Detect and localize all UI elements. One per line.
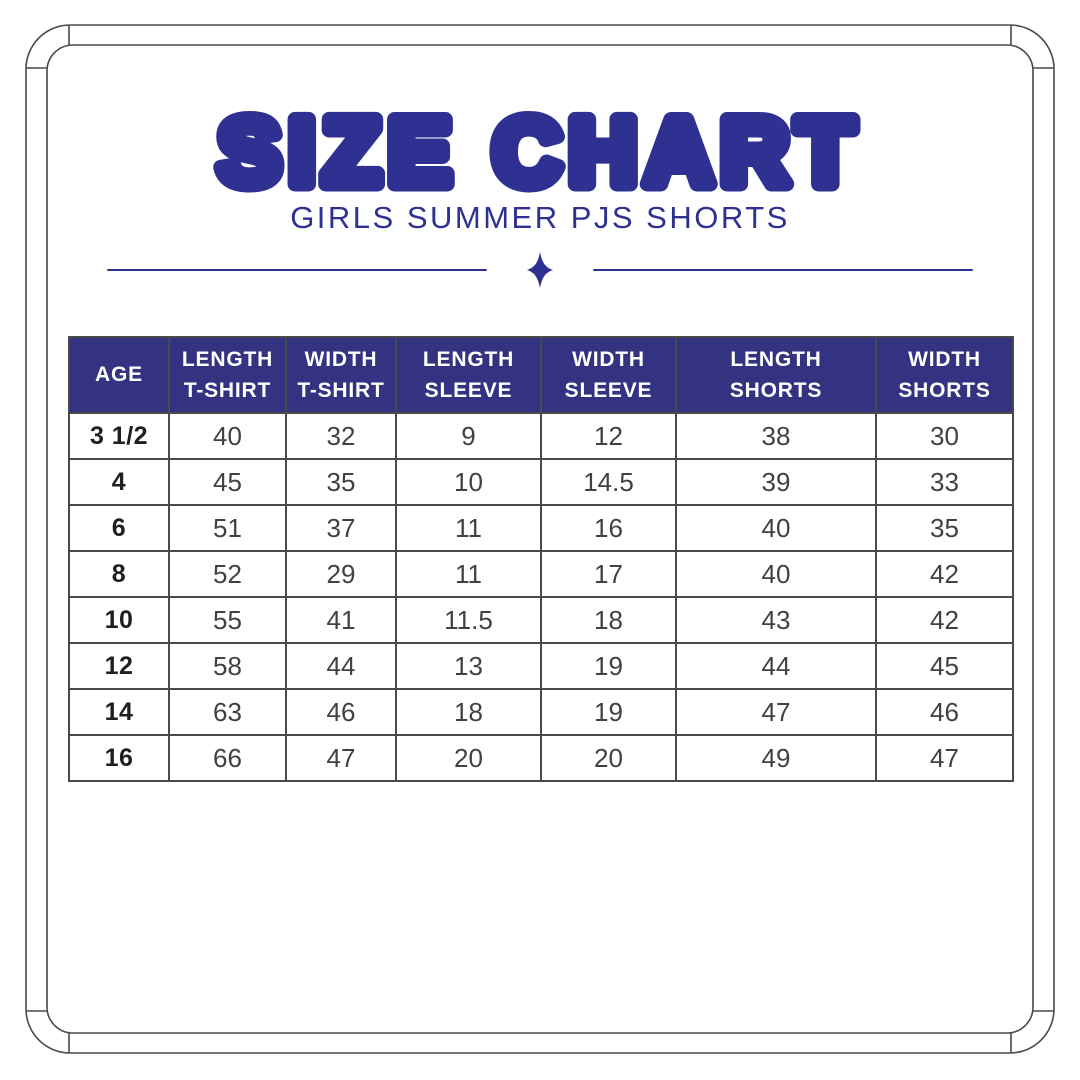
measurement-cell: 42 xyxy=(876,551,1013,597)
column-header: LENGTH T-SHIRT xyxy=(169,337,286,413)
measurement-cell: 38 xyxy=(676,413,876,459)
table-row xyxy=(69,689,1013,735)
measurement-cell: 13 xyxy=(396,643,541,689)
measurement-cell: 11 xyxy=(396,505,541,551)
measurement-cell: 55 xyxy=(169,597,286,643)
measurement-cell: 19 xyxy=(541,689,676,735)
measurement-cell: 16 xyxy=(541,505,676,551)
size-table xyxy=(68,336,1014,782)
measurement-cell: 63 xyxy=(169,689,286,735)
measurement-cell: 43 xyxy=(676,597,876,643)
page-subtitle: GIRLS SUMMER PJS SHORTS xyxy=(290,200,790,235)
column-header: WIDTH SLEEVE xyxy=(541,337,676,413)
measurement-cell: 44 xyxy=(286,643,396,689)
measurement-cell: 47 xyxy=(286,735,396,781)
age-cell: 14 xyxy=(69,689,169,735)
measurement-cell: 14.5 xyxy=(541,459,676,505)
measurement-cell: 11 xyxy=(396,551,541,597)
measurement-cell: 39 xyxy=(676,459,876,505)
table-row xyxy=(69,413,1013,459)
table-row xyxy=(69,459,1013,505)
age-cell: 4 xyxy=(69,459,169,505)
measurement-cell: 47 xyxy=(676,689,876,735)
measurement-cell: 42 xyxy=(876,597,1013,643)
column-header: LENGTH SLEEVE xyxy=(396,337,541,413)
measurement-cell: 19 xyxy=(541,643,676,689)
measurement-cell: 37 xyxy=(286,505,396,551)
measurement-cell: 40 xyxy=(676,551,876,597)
table-row xyxy=(69,551,1013,597)
measurement-cell: 46 xyxy=(876,689,1013,735)
measurement-cell: 51 xyxy=(169,505,286,551)
measurement-cell: 45 xyxy=(169,459,286,505)
measurement-cell: 18 xyxy=(396,689,541,735)
age-cell: 3 1/2 xyxy=(69,413,169,459)
measurement-cell: 20 xyxy=(396,735,541,781)
measurement-cell: 46 xyxy=(286,689,396,735)
measurement-cell: 41 xyxy=(286,597,396,643)
table-row xyxy=(69,597,1013,643)
column-header: AGE xyxy=(69,337,169,413)
measurement-cell: 49 xyxy=(676,735,876,781)
column-header: WIDTH SHORTS xyxy=(876,337,1013,413)
measurement-cell: 52 xyxy=(169,551,286,597)
age-cell: 12 xyxy=(69,643,169,689)
measurement-cell: 9 xyxy=(396,413,541,459)
measurement-cell: 17 xyxy=(541,551,676,597)
title-block xyxy=(0,88,1080,215)
header-row xyxy=(69,337,1013,413)
measurement-cell: 35 xyxy=(876,505,1013,551)
size-table-body xyxy=(69,413,1013,781)
measurement-cell: 58 xyxy=(169,643,286,689)
measurement-cell: 35 xyxy=(286,459,396,505)
age-cell: 6 xyxy=(69,505,169,551)
page-title: SIZE CHART xyxy=(218,99,862,204)
column-header: LENGTH SHORTS xyxy=(676,337,876,413)
measurement-cell: 45 xyxy=(876,643,1013,689)
measurement-cell: 40 xyxy=(676,505,876,551)
measurement-cell: 29 xyxy=(286,551,396,597)
sparkle-icon xyxy=(527,252,553,288)
size-table-head xyxy=(69,337,1013,413)
measurement-cell: 12 xyxy=(541,413,676,459)
measurement-cell: 47 xyxy=(876,735,1013,781)
measurement-cell: 32 xyxy=(286,413,396,459)
measurement-cell: 20 xyxy=(541,735,676,781)
measurement-cell: 33 xyxy=(876,459,1013,505)
measurement-cell: 11.5 xyxy=(396,597,541,643)
table-row xyxy=(69,505,1013,551)
age-cell: 16 xyxy=(69,735,169,781)
column-header: WIDTH T-SHIRT xyxy=(286,337,396,413)
table-row xyxy=(69,735,1013,781)
age-cell: 10 xyxy=(69,597,169,643)
measurement-cell: 66 xyxy=(169,735,286,781)
measurement-cell: 44 xyxy=(676,643,876,689)
page-title-art xyxy=(130,88,950,210)
divider xyxy=(100,250,980,290)
age-cell: 8 xyxy=(69,551,169,597)
measurement-cell: 18 xyxy=(541,597,676,643)
table-row xyxy=(69,643,1013,689)
measurement-cell: 30 xyxy=(876,413,1013,459)
measurement-cell: 40 xyxy=(169,413,286,459)
measurement-cell: 10 xyxy=(396,459,541,505)
